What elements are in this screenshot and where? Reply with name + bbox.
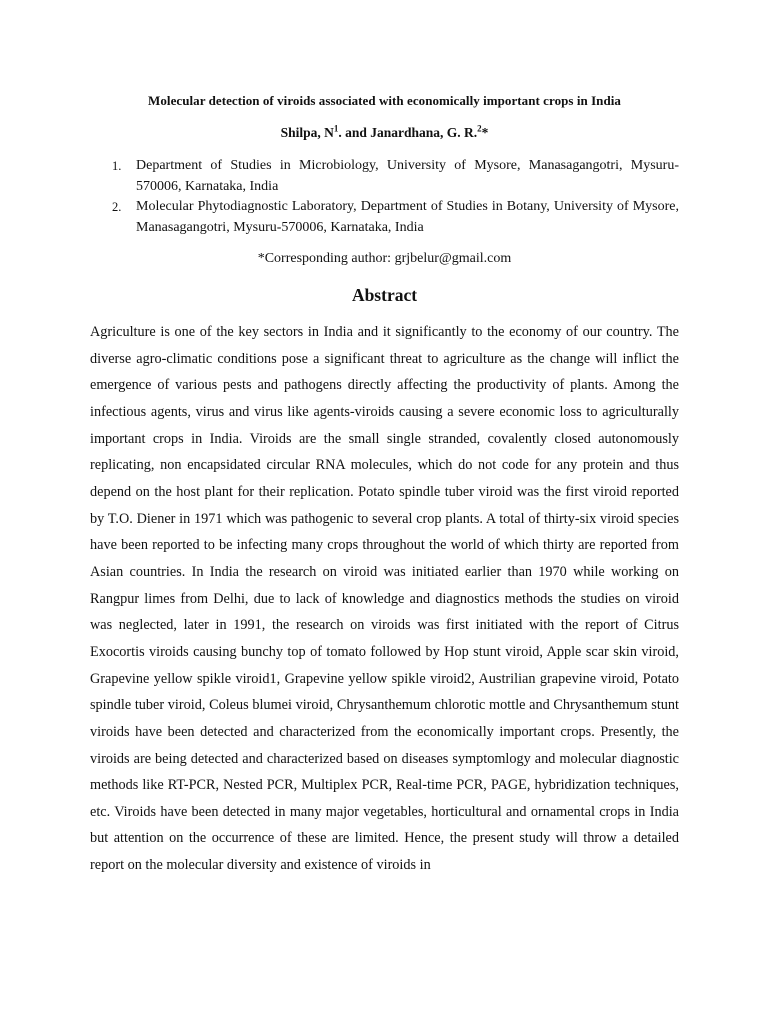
affiliation-number: 1.: [112, 159, 122, 173]
affiliation-text: Molecular Phytodiagnostic Laboratory, Department of Studies in Botany, University of Mysore, Manasagangotri, Mysuru-570006, Karnataka, India: [136, 199, 679, 235]
abstract-body: Agriculture is one of the key sectors in India and it significantly to the economy of our country. The diverse agro-climatic conditions pose a significant threat to agriculture as the change will inflict the emergence of various pests and pathogens directly affecting the productivity of plants. Among the infectious agents, virus and virus like agents-viroids causing a severe economic loss to agriculturally important crops in India. Viroids are the small single stranded, covalently closed autonomously replicating, non encapsidated circular RNA molecules, which do not code for any protein and thus depend on the host plant for their replication. Potato spindle tuber viroid was the first viroid reported by T.O. Diener in 1971 which was pathogenic to several crop plants. A total of thirty-six viroid species have been reported to be infecting many crops throughout the world of which thirty are reported from Asian countries. In India the research on viroid was initiated earlier than 1970 while working on Rangpur limes from Delhi, due to lack of knowledge and diagnostics methods the studies on viroid was neglected, later in 1991, the research on viroids was first initiated with the report of Citrus Exocortis viroids causing bunchy top of tomato followed by Hop stunt viroid, Apple scar skin viroid, Grapevine yellow spikle viroid1, Grapevine yellow spikle viroid2, Austrilian grapevine viroid, Potato spindle tuber viroid, Coleus blumei viroid, Chrysanthemum chlorotic mottle and Chrysanthemum stunt viroids have been detected and characterized from the economically important crops. Presently, the viroids are being detected and characterized based on diseases symptomlogy and molecular diagnostic methods like RT-PCR, Nested PCR, Multiplex PCR, Real-time PCR, PAGE, hybridization techniques, etc. Viroids have been detected in many major vegetables, horticultural and ornamental crops in India but attention on the occurrence of these are limited. Hence, the present study will throw a detailed report on the molecular diversity and existence of viroids in: [90, 324, 679, 874]
corresponding-asterisk: *: [481, 125, 489, 140]
affiliation-text: Department of Studies in Microbiology, University of Mysore, Manasagangotri, Mysuru-570006, Karnataka, India: [136, 158, 679, 194]
corresponding-author: *Corresponding author: grjbelur@gmail.com: [257, 251, 512, 266]
affiliation-number: 2.: [112, 200, 122, 214]
abstract-heading: Abstract: [351, 285, 418, 305]
author-1-affiliation-mark: 1: [333, 123, 339, 134]
author-line: [90, 125, 679, 141]
document-page: [90, 0, 679, 1024]
paper-title: Molecular detection of viroids associated with economically important crops in India: [148, 93, 621, 108]
affiliation-item: [90, 156, 679, 197]
author-connector: . and Janardhana, G. R.: [338, 125, 478, 140]
affiliation-item: [90, 197, 679, 238]
affiliation-list: [90, 156, 679, 238]
author-1-name: Shilpa, N: [280, 125, 334, 140]
author-2-affiliation-mark: 2: [477, 123, 482, 134]
